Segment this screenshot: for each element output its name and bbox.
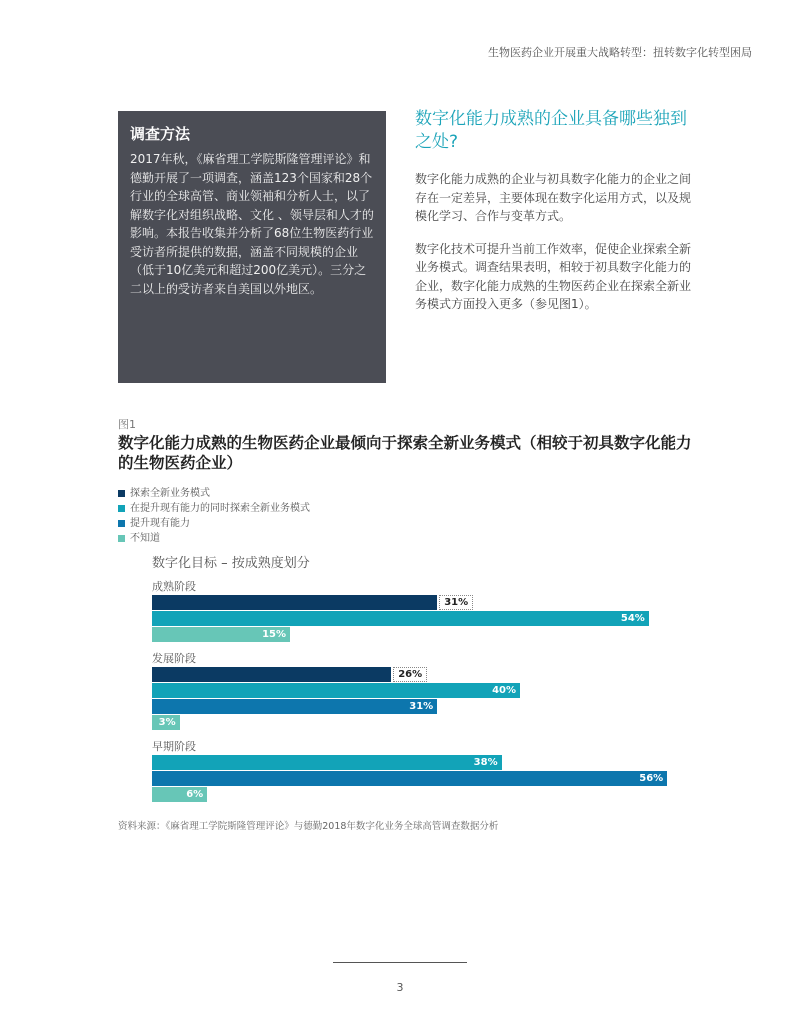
paragraph-1: 数字化能力成熟的企业与初具数字化能力的企业之间存在一定差异，主要体现在数字化运用方式，以及规模化学习、合作与变革方式。 — [415, 172, 692, 223]
legend-item — [118, 531, 310, 546]
footer-divider — [333, 962, 467, 963]
bar-value-label: 3% — [158, 717, 176, 728]
group-label: 早期阶段 — [152, 740, 196, 753]
survey-method-title: 调查方法 — [130, 125, 191, 143]
bar-value-label: 31% — [409, 701, 434, 712]
bar-value-label: 6% — [186, 789, 204, 800]
legend-swatch — [118, 535, 125, 542]
survey-method-body: 2017年秋，《麻省理工学院斯隆管理评论》和德勤开展了一项调查，涵盖123个国家和28个行业的全球高管、商业领袖和分析人士，以了解数字化对组织战略、文化 、领导层和人才的影响。本报告收集并分析了68位生物医药行业受访者所提供的数据，涵盖不同规模的企业（低于10亿美元和超过200亿美元）。三分之二以上的受访者来自美国以外地区。 — [130, 152, 374, 296]
legend-item — [118, 486, 310, 501]
legend-label: 在提升现有能力的同时探索全新业务模式 — [130, 503, 310, 514]
legend-label: 探索全新业务模式 — [130, 488, 210, 499]
bar-value-label: 38% — [473, 757, 498, 768]
bar-value-label: 15% — [262, 629, 286, 640]
bar-value-label: 40% — [492, 685, 516, 696]
figure-label: 图1 — [118, 418, 136, 431]
running-header: 生物医药企业开展重大战略转型：扭转数字化转型困局 — [488, 46, 752, 59]
chart-legend — [118, 486, 310, 546]
bar-value-label: 26% — [393, 667, 427, 682]
legend-label: 提升现有能力 — [130, 518, 190, 529]
survey-method-box — [118, 111, 386, 383]
chart-subtitle: 数字化目标 – 按成熟度划分 — [152, 556, 310, 571]
section-heading: 数字化能力成熟的企业具备哪些独到之处? — [415, 109, 687, 152]
page-number: 3 — [396, 981, 404, 994]
bar — [152, 595, 437, 610]
source-note: 资料来源：《麻省理工学院斯隆管理评论》与德勤2018年数字化业务全球高管调查数据分析 — [118, 821, 499, 832]
bar-value-label: 54% — [620, 613, 645, 624]
bar — [152, 667, 391, 682]
legend-swatch — [118, 505, 125, 512]
figure-title: 数字化能力成熟的生物医药企业最倾向于探索全新业务模式（相较于初具数字化能力的生物医药企业） — [118, 434, 692, 472]
legend-item — [118, 501, 310, 516]
legend-swatch — [118, 490, 125, 497]
legend-label: 不知道 — [130, 533, 160, 544]
group-label: 发展阶段 — [152, 652, 196, 665]
paragraph-2: 数字化技术可提升当前工作效率，促使企业探索全新业务模式。调查结果表明，相较于初具数字化能力的企业，数字化能力成熟的生物医药企业在探索全新业务模式方面投入更多（参见图1）。 — [415, 241, 692, 311]
legend-item — [118, 516, 310, 531]
legend-swatch — [118, 520, 125, 527]
group-label: 成熟阶段 — [152, 580, 196, 593]
bar-chart — [150, 552, 710, 812]
bar-value-label: 56% — [639, 773, 664, 784]
bar-value-label: 31% — [439, 595, 473, 610]
right-column — [415, 108, 695, 328]
